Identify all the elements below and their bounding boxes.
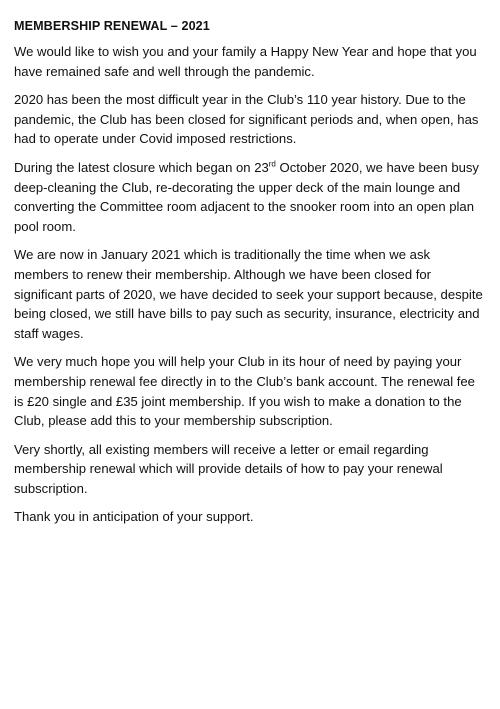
paragraph-renewal-letter: Very shortly, all existing members will receive a letter or email regarding membership renewal which will provide details of how to pay your renewal subscription. <box>14 441 443 496</box>
paragraph-support-request: We are now in January 2021 which is traditionally the time when we ask members to renew their membership. Although we have been closed for significant parts of 2020, we have decided to seek your support because, despite being closed, we still have bills to pay such as security, insurance, electricity and staff wages. <box>14 247 483 341</box>
ordinal-superscript: rd <box>268 159 276 169</box>
closure-text-start: During the latest closure which began on 23 <box>14 159 269 175</box>
paragraph-renewal-fee: We very much hope you will help your Club in its hour of need by paying your membership renewal fee directly in to the Club’s bank account. The renewal fee is £20 single and £35 joint membership. If you wish to make a donation to the Club, please add this to your membership subscription. <box>14 354 475 429</box>
paragraph-thanks: Thank you in anticipation of your support. <box>14 509 254 525</box>
paragraph-latest-closure <box>14 158 486 236</box>
paragraph-greeting: We would like to wish you and your family a Happy New Year and hope that you have remained safe and well through the pandemic. <box>14 44 477 79</box>
document-title: MEMBERSHIP RENEWAL – 2021 <box>14 19 210 33</box>
closure-text-end: October 2020, we have been busy deep-cleaning the Club, re-decorating the upper deck of the main lounge and converting the Committee room adjacent to the snooker room into an open plan pool room. <box>14 159 479 234</box>
paragraph-difficult-year: 2020 has been the most difficult year in the Club’s 110 year history. Due to the pandemic, the Club has been closed for significant periods and, when open, has had to operate under Covid imposed restrictions. <box>14 92 479 147</box>
